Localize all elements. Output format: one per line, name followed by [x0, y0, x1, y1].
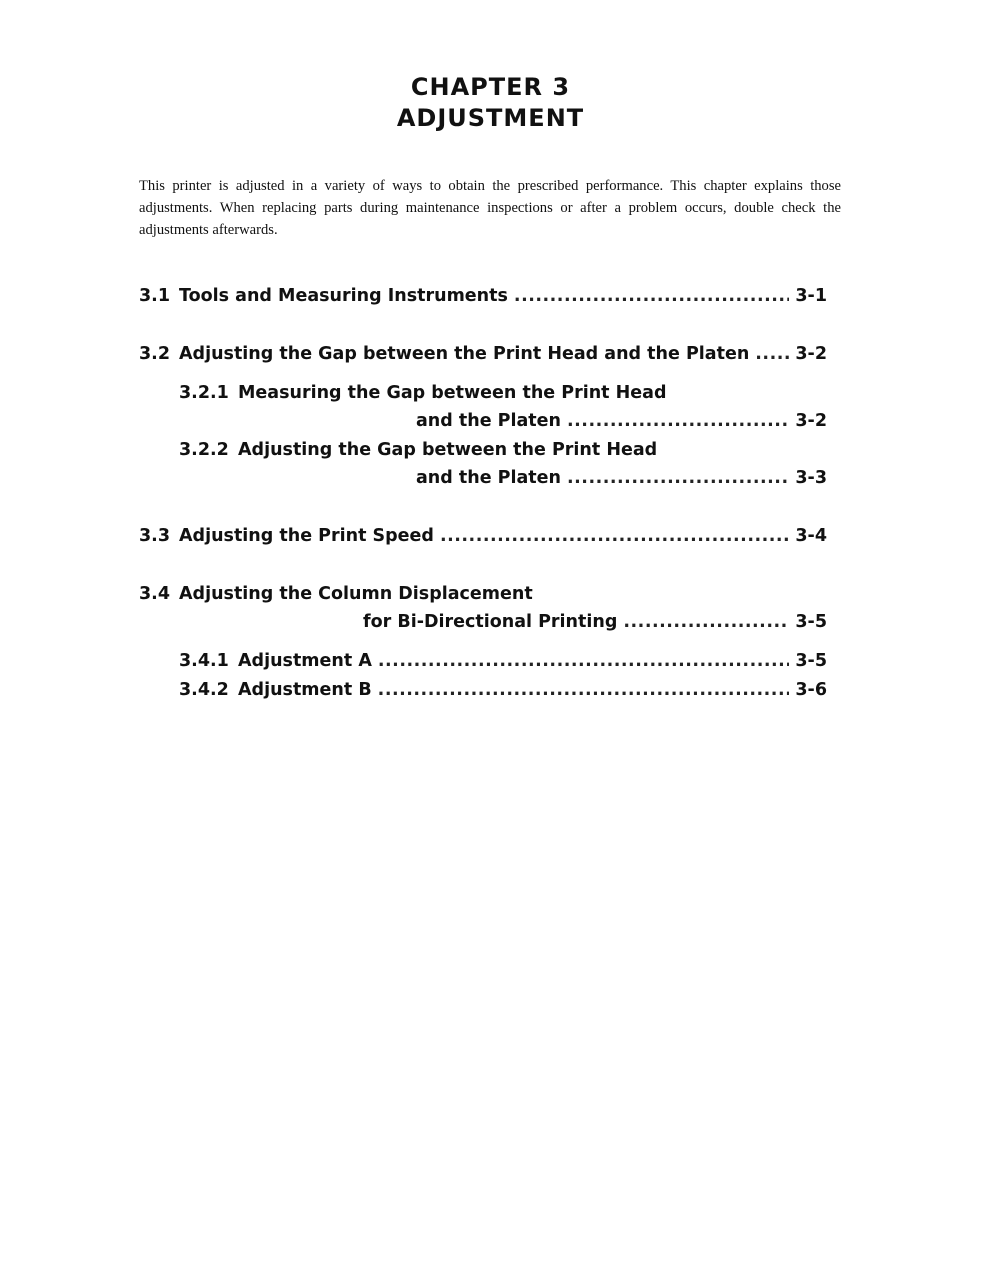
toc-number: 3.4.2: [179, 680, 229, 700]
toc-title: Adjustment B: [238, 680, 372, 700]
toc-title: Adjusting the Print Speed: [179, 526, 434, 546]
dot-leader: [514, 283, 789, 309]
chapter-title: ADJUSTMENT: [396, 104, 585, 132]
toc-entry-3-4-1[interactable]: [179, 648, 827, 674]
toc-title-continued: and the Platen: [416, 411, 561, 431]
toc-title: Adjusting the Column Displacement: [179, 584, 533, 604]
toc-page: 3-1: [795, 286, 827, 306]
toc-title: Adjusting the Gap between the Print Head and the Platen: [179, 344, 750, 364]
toc-entry-3-4-line1[interactable]: [139, 581, 533, 607]
toc-entry-3-4-line2[interactable]: [363, 609, 827, 635]
toc-title: Adjusting the Gap between the Print Head: [238, 440, 658, 460]
toc-number: 3.3: [139, 526, 171, 546]
dot-leader: [567, 408, 789, 434]
toc-entry-3-2-2-line2[interactable]: [416, 465, 827, 491]
toc-number: 3.4.1: [179, 651, 229, 671]
dot-leader: [440, 523, 789, 549]
toc-page: 3-5: [795, 651, 827, 671]
toc-title-continued: and the Platen: [416, 468, 561, 488]
intro-paragraph: This printer is adjusted in a variety of ways to obtain the prescribed performance. This chapter explains those adjustments. When replacing parts during maintenance inspections or after a problem occurs, double check the adjustments afterwards.: [139, 178, 841, 238]
toc-entry-3-1[interactable]: [139, 283, 827, 309]
toc-page: 3-5: [795, 612, 827, 632]
toc-page: 3-6: [795, 680, 827, 700]
toc-entry-3-2-1-line2[interactable]: [416, 408, 827, 434]
dot-leader: [567, 465, 789, 491]
toc-number: 3.2.2: [179, 440, 229, 460]
dot-leader: [623, 609, 789, 635]
toc-title: Measuring the Gap between the Print Head: [238, 383, 667, 403]
chapter-heading: [0, 72, 981, 134]
toc-entry-3-2[interactable]: [139, 341, 827, 367]
dot-leader: [378, 648, 790, 674]
toc-page: 3-3: [795, 468, 827, 488]
toc-number: 3.2: [139, 344, 171, 364]
toc-page: 3-2: [795, 411, 827, 431]
dot-leader: [755, 341, 789, 367]
toc-title: Tools and Measuring Instruments: [179, 286, 508, 306]
toc-entry-3-3[interactable]: [139, 523, 827, 549]
toc-entry-3-2-1-line1[interactable]: [179, 380, 666, 406]
toc-entry-3-4-2[interactable]: [179, 677, 827, 703]
toc-title: Adjustment A: [238, 651, 372, 671]
toc-number: 3.4: [139, 584, 171, 604]
toc-number: 3.2.1: [179, 383, 229, 403]
toc-entry-3-2-2-line1[interactable]: [179, 437, 657, 463]
toc-page: 3-2: [795, 344, 827, 364]
dot-leader: [378, 677, 790, 703]
toc-page: 3-4: [795, 526, 827, 546]
toc-title-continued: for Bi-Directional Printing: [363, 612, 618, 632]
chapter-label: CHAPTER 3: [410, 73, 571, 101]
toc-number: 3.1: [139, 286, 171, 306]
